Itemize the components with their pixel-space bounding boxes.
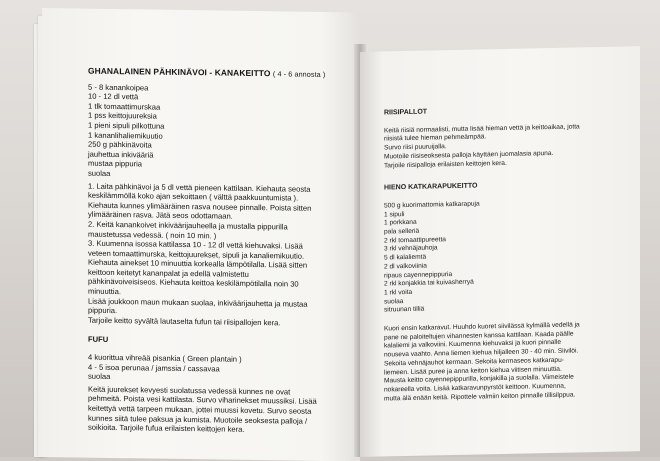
soup-ingredients	[88, 82, 346, 182]
fufu-heading: FUFU	[88, 335, 109, 345]
ingredient-line: ripaus cayennepippuria	[384, 270, 453, 280]
ingredient-line: 1 kananlihaliemikuutio	[88, 130, 163, 141]
ingredient-line: 1 sipuli	[384, 210, 405, 219]
instruction-line: pane ne paloiteltujen vihannesten kanssa kattilaan. Kaada päälle	[384, 330, 574, 342]
instruction-line: soikioita. Tarjoile fufua erilaisten keittojen kera.	[88, 422, 245, 435]
ingredient-line: 250 g pähkinävoita	[88, 139, 152, 150]
instruction-line: kunnes siitä tulee paksua ja kumista. Muotoile seoksesta palloja /	[88, 413, 308, 426]
ingredient-line: 2 rkl konjakkia tai kuivasherryä	[384, 278, 474, 288]
instruction-line: Lisää joukkoon maun mukaan suolaa, inkiväärijauhetta ja mustaa	[88, 296, 308, 309]
instruction-line: Sekoita vehnäjauhot kermaan. Sekoita kermaseos katkarapu-	[384, 356, 564, 368]
ingredient-line: 10 - 12 dl vettä	[88, 91, 139, 102]
ingredient-line: pala selleriä	[384, 227, 420, 236]
soup-instructions	[88, 181, 346, 329]
right-page-content	[384, 104, 630, 407]
ingredient-line: suolaa	[384, 297, 404, 306]
open-book	[28, 8, 640, 457]
instruction-line: minuuttia.	[88, 286, 121, 297]
katkarapukeitto-heading: HIENO KATKARAPUKEITTO	[384, 182, 478, 192]
instruction-line: kalaliemi ja valkoviini. Kuumenna kiehuvaksi ja kuori pinnalle	[384, 339, 562, 350]
ingredient-line: 500 g kuorimattomia katkarapuja	[384, 200, 480, 210]
ingredient-line: 1 porkkana	[384, 219, 417, 227]
riisipallot-text	[384, 122, 630, 171]
ingredient-line: 1 pieni sipuli pilkottuna	[88, 120, 165, 131]
ingredient-line: 4 kuorittua vihreää pisankia ( Green plantain )	[88, 352, 242, 364]
ingredient-line: suolaa	[88, 168, 111, 178]
instruction-line: keittoon keitetyt kananpalat ja edellä valmistettu	[88, 267, 249, 279]
ingredient-line: 5 dl kalaliemtä	[384, 253, 427, 262]
instruction-line: 2. Keitä kanankoivet inkiväärijauheella ja mustalla pippurilla	[88, 219, 288, 232]
ingredient-line: 2 rkl tomaattipureetta	[384, 235, 446, 245]
ingredient-line: sitruunan tilliä	[384, 306, 425, 314]
instruction-line: Mausta keitto cayennepippurilla, konjakilla ja suolalla. Viimeistele	[384, 373, 574, 385]
fufu-ingredients	[88, 353, 346, 385]
instruction-line: Keitä juurekset kevyesti suolatussa vedessä kunnes ne ovat	[88, 384, 291, 397]
ingredient-line: suolaa	[88, 371, 111, 382]
ingredient-line: 2 dl valkoviinia	[384, 262, 427, 271]
instruction-line: pippuria.	[88, 305, 118, 316]
instruction-line: pähkinävoiveisiseos. Kiehauta keittoa keskilämpötilalla noin 30	[88, 277, 299, 290]
ingredient-line: 3 rkl vehnäjauhoja	[384, 244, 438, 253]
text-line: Muotoile riisiseoksesta palloja käyttäen juomalasia apuna.	[384, 149, 554, 161]
riisipallot-heading: RIISIPALLOT	[384, 108, 428, 117]
instruction-line: Kuori ensin katkaravut. Huuhdo kuoret siivilässä kylmällä vedellä ja	[384, 321, 580, 333]
instruction-line: keitettyä vettä tarpeen mukaan, jottei muussi kovetu. Survo seosta	[88, 403, 312, 416]
instruction-line: mutta älä enään keitä. Ripottele valmiin keiton pinnalle tillisilppua.	[384, 391, 576, 403]
instruction-line: nouseva vaahto. Anna liemen kiehua hiljalleen 30 - 40 min. Siivilöi.	[384, 347, 579, 359]
instruction-line: 1. Laita pähkinävoi ja 5 dl vettä pieneen kattilaan. Kiehauta seosta	[88, 181, 311, 194]
instruction-line: veteen tomaattimurska, keittojuurekset, sipuli ja kanaliemikuutio.	[88, 248, 305, 261]
text-line: Survo riisi puuruijalla.	[384, 143, 447, 152]
ingredient-line: jauhettua inkivääriä	[88, 149, 154, 160]
recipe-servings: ( 4 - 6 annosta )	[272, 69, 326, 79]
ingredient-line: 1 pss keittojuureksia	[88, 111, 157, 121]
recipe-title	[88, 67, 346, 80]
katkarapukeitto-instructions	[384, 320, 630, 403]
ingredient-line: 1 tlk tomaattimurskaa	[88, 101, 161, 112]
ingredient-line: 5 - 8 kanankoipea	[88, 82, 149, 93]
right-page	[360, 46, 640, 457]
recipe-title-text: GHANALAINEN PÄHKINÄVOI - KANAKEITTO	[88, 65, 271, 79]
instruction-line: keskilämmöllä koko ajan sekoittaen ( välttä paakkuuntumista ).	[88, 190, 299, 203]
text-line: Keitä riisiä normaalisti, mutta lisää hieman vettä ja keittoaikaa, jotta	[384, 123, 580, 135]
instruction-line: Kiehauta ainekset 10 minuuttia korkealla lämpötilalla. Lisää sitten	[88, 257, 308, 270]
instruction-line: Kiehauta kunnes ylimääräinen rasva nousee pinnalle. Poista sitten	[88, 200, 312, 213]
ingredient-line: 1 rkl voita	[384, 288, 413, 297]
text-line: Tarjoile riisipalloja erilaisten keittojen kera.	[384, 159, 507, 170]
instruction-line: 3. Kuumenna isossa kattilassa 10 - 12 dl vettä kiehuvaksi. Lisää	[88, 238, 303, 251]
instruction-line: Tarjoile keitto syvältä lautaselta fufun tai riisipallojen kera.	[88, 315, 281, 328]
ingredient-line: 4 - 5 isoa perunaa / jamssia / cassavaa	[88, 362, 220, 374]
instruction-line: ylimääräinen rasva. Jätä seos odottamaan.	[88, 209, 233, 221]
instruction-line: pehmeitä. Poista vesi kattilasta. Survo viharinekset muussiksi. Lisää	[88, 394, 317, 407]
fufu-instructions	[88, 384, 346, 436]
instruction-line: maustetussa vedessä. ( noin 10 min. )	[88, 229, 217, 240]
left-page-content	[88, 67, 346, 439]
katkarapukeitto-ingredients	[384, 197, 630, 315]
instruction-line: liemeen. Lisää puree ja anna keiton kiehua viitisen minuuttia.	[384, 365, 562, 377]
text-line: riisistä tulee hieman pehmeämpää.	[384, 133, 487, 143]
instruction-line: nokareella voita. Lisää katkaravunpyrstöt keittoon. Kuumenna,	[384, 382, 566, 394]
ingredient-line: mustaa pippuria	[88, 158, 143, 169]
left-page	[42, 8, 360, 461]
